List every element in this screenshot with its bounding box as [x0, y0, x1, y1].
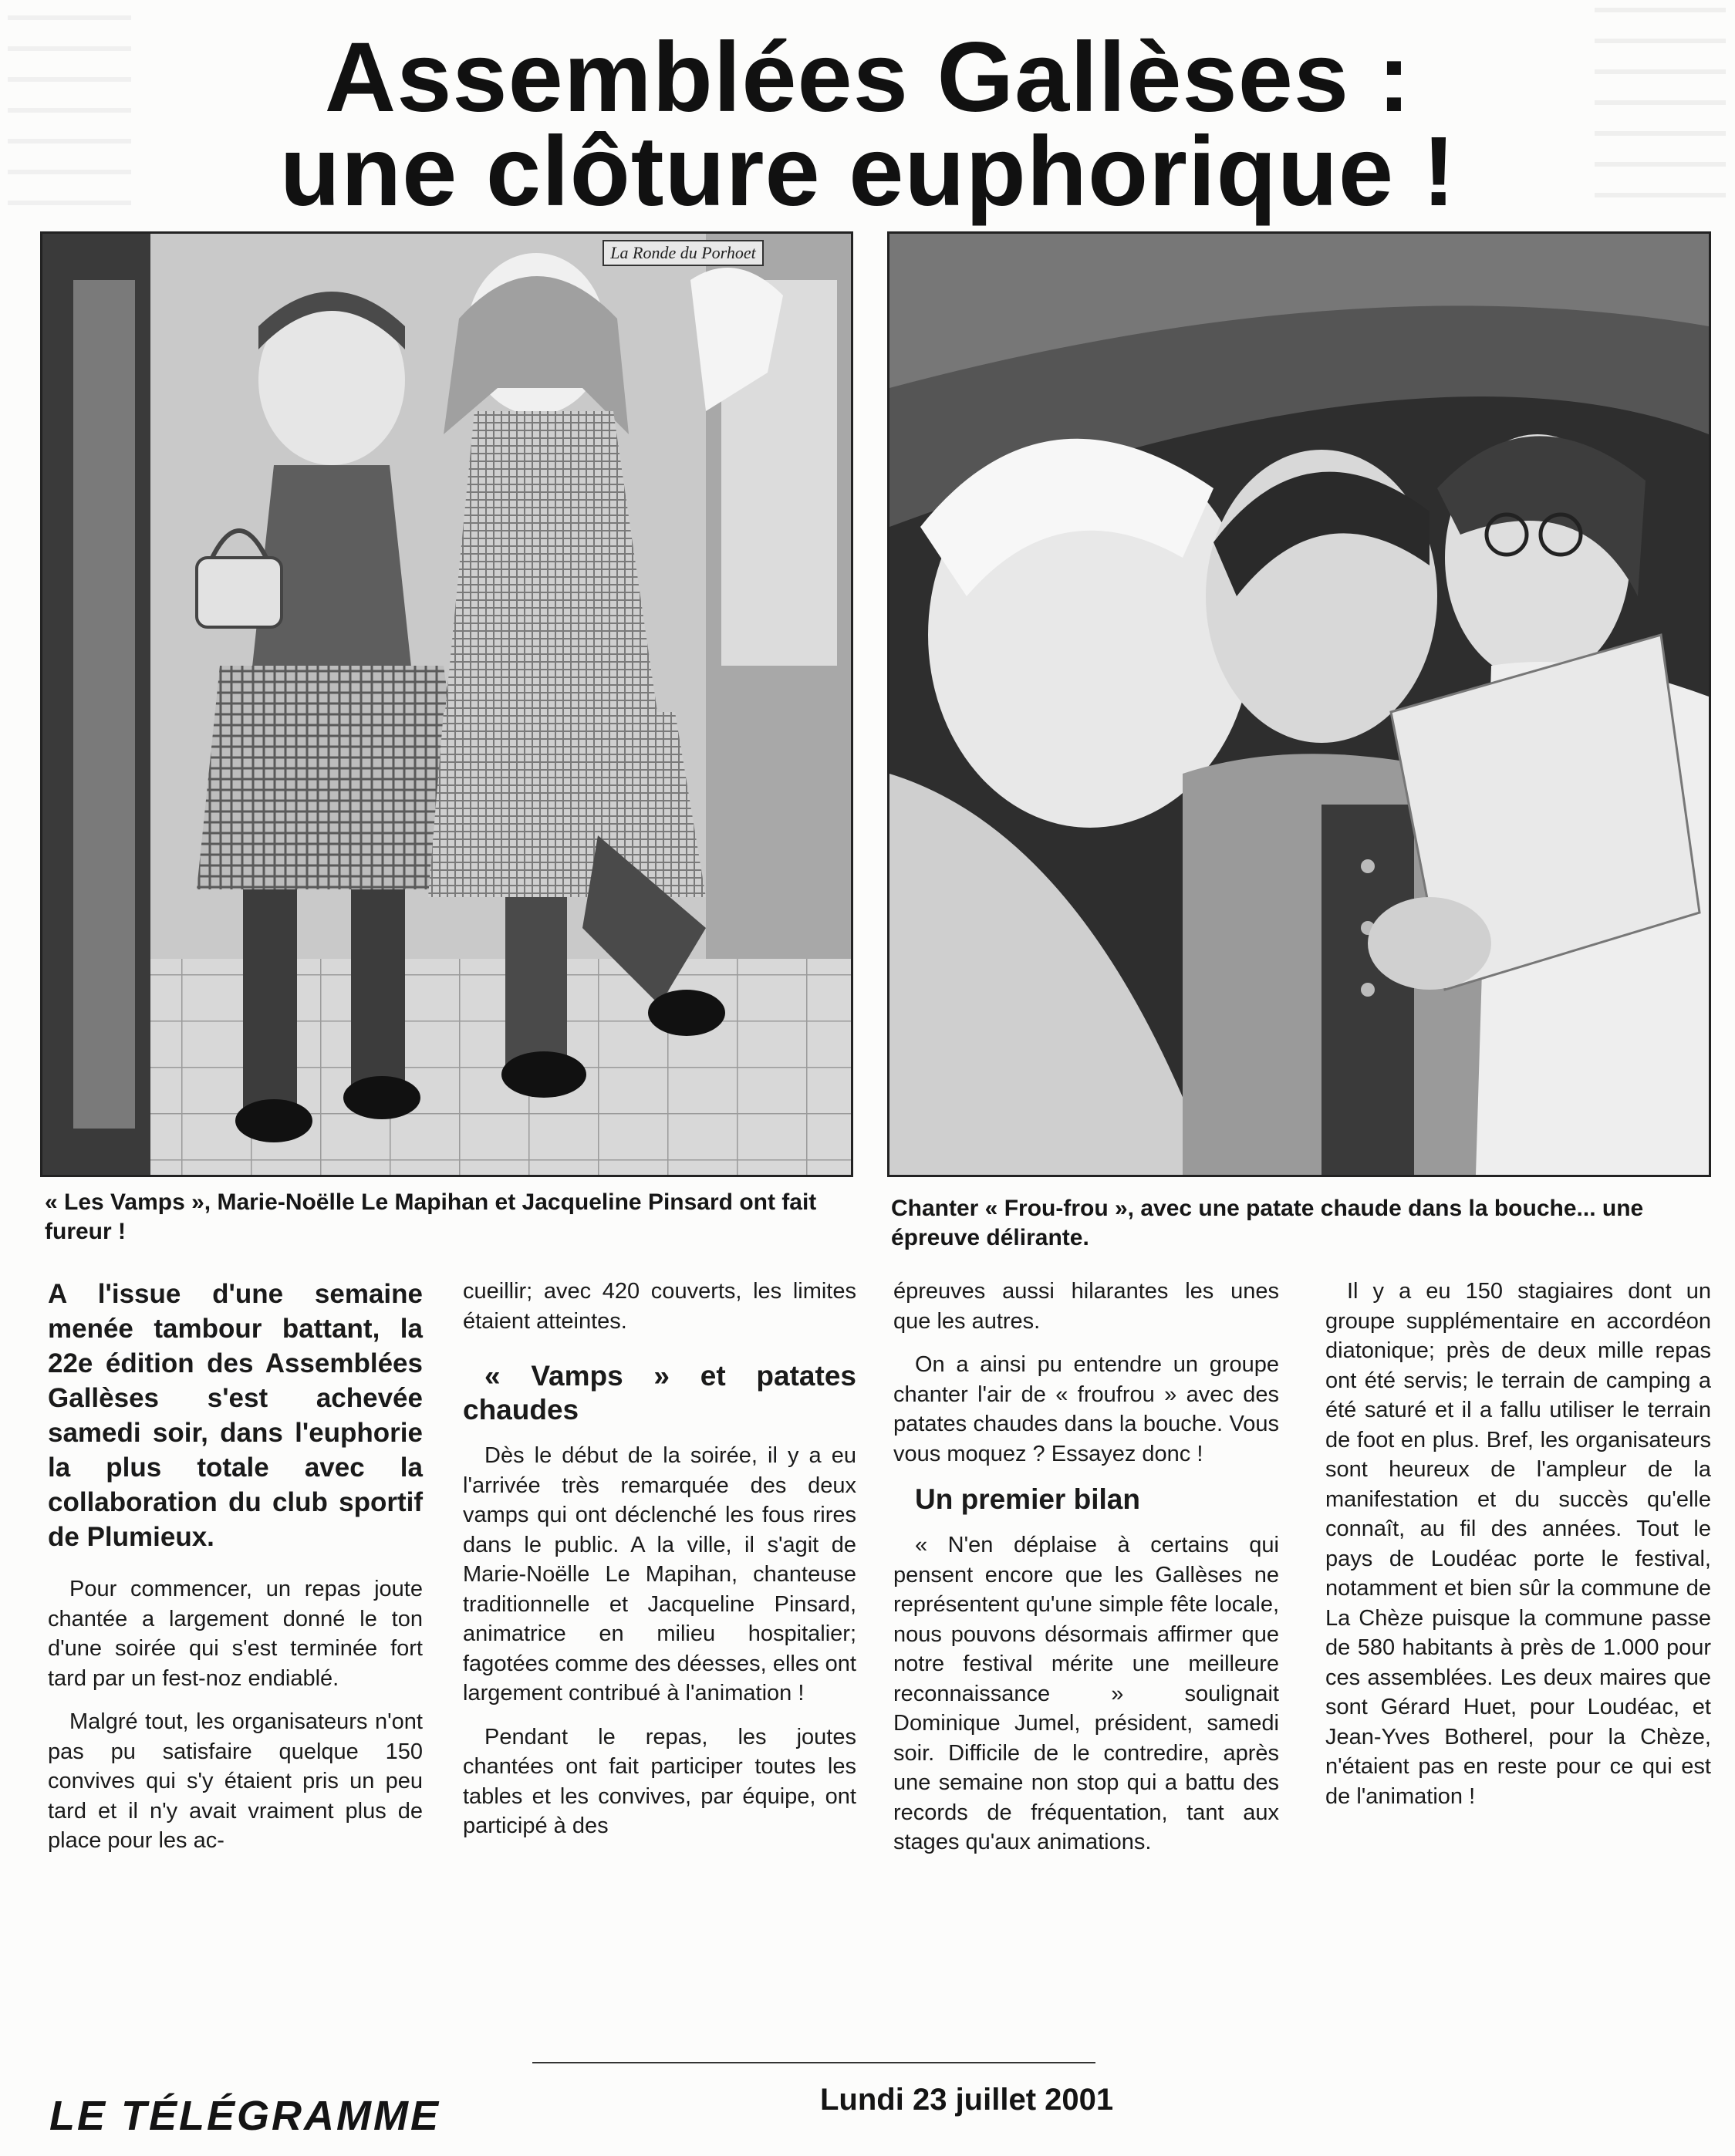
col3-paragraph-1: On a ainsi pu entendre un groupe chanter l'air de « froufrou » avec des patates chaudes dans la bouche. Vous vous moquez ? Essayez donc !	[893, 1352, 1279, 1466]
article-column-4	[1325, 1277, 1711, 1825]
article-lead: A l'issue d'une semaine menée tambour battant, la 22e édition des Assemblées Gallèses s'est achevée samedi soir, dans l'euphorie la plus totale avec la collaboration du club sportif de Plumieux.	[48, 1279, 423, 1552]
photo-vamps	[40, 231, 853, 1177]
col3-paragraph-2: « N'en déplaise à certains qui pensent encore que les Gallèses ne représentent qu'une simple fête locale, nous pouvons désormais affirmer que notre festival mérite une meilleure reconnaissance » soulignait Dominique Jumel, président, samedi soir. Difficile de le contredire, après une semaine non stop qui a battu des records de fréquentation, tant aux stages qu'aux animations.	[893, 1533, 1279, 1854]
article-column-2	[463, 1277, 856, 1855]
article-column-3	[893, 1277, 1279, 1871]
caption-right: Chanter « Frou-frou », avec une patate chaude dans la bouche... une épreuve délirante.	[891, 1196, 1644, 1250]
col2-paragraph-2: Pendant le repas, les joutes chantées ont fait participer toutes les tables et les convives, par équipe, ont participé à des	[463, 1724, 856, 1838]
col1-paragraph-2: Malgré tout, les organisateurs n'ont pas pu satisfaire quelque 150 convives qui s'y étaient pris un peu tard et il n'y avait vraiment plus de place pour les ac-	[48, 1709, 423, 1853]
photo-sign: La Ronde du Porhoet	[603, 240, 764, 266]
subhead-vamps: « Vamps » et patates chaudes	[463, 1360, 856, 1426]
col4-paragraph-1: Il y a eu 150 stagiaires dont un groupe supplémentaire en accordéon diatonique; près de deux mille repas ont été servis; le terrain de camping a été saturé et il a fallu utiliser le terrain de foot en plus. Bref, les organisateurs sont heureux de l'ampleur de la manifestation et du succès qu'elle connaît, au fil des années. Tout le pays de Loudéac porte le festival, notamment et bien sûr la commune de La Chèze puisque la commune passe de 580 habitants à près de 1.000 pour ces assemblées. Les deux maires que sont Gérard Huet, pour Loudéac, et Jean-Yves Botherel, pour la Chèze, n'étaient pas en reste pour ce qui est de l'animation !	[1325, 1279, 1711, 1809]
caption-left: « Les Vamps », Marie-Noëlle Le Mapihan et Jacqueline Pinsard ont fait fureur !	[45, 1189, 817, 1244]
col2-paragraph-1: Dès le début de la soirée, il y a eu l'arrivée très remarquée des deux vamps qui ont déclenché les fous rires dans le public. A la ville, il s'agit de Marie-Noëlle Le Mapihan, chanteuse traditionnelle et Jacqueline Pinsard, animatrice en milieu hospitalier; fagotées comme des déesses, elles ont largement contribué à l'animation !	[463, 1443, 856, 1706]
photo-singers-image	[889, 234, 1709, 1175]
photo-singers	[887, 231, 1711, 1177]
headline-line-2: une clôture euphorique !	[279, 116, 1457, 227]
col2-continuation: cueillir; avec 420 couverts, les limites étaient atteintes.	[463, 1279, 856, 1334]
article-column-1	[48, 1277, 423, 1870]
col1-paragraph-1: Pour commencer, un repas joute chantée a largement donné le ton d'une soirée qui s'est terminée fort tard par un fest-noz endiablé.	[48, 1577, 423, 1691]
col3-continuation: épreuves aussi hilarantes les unes que les autres.	[893, 1279, 1279, 1334]
subhead-bilan: Un premier bilan	[915, 1483, 1140, 1515]
newspaper-name: LE TÉLÉGRAMME	[49, 2093, 441, 2139]
photo-vamps-image	[42, 234, 851, 1175]
publication-date: Lundi 23 juillet 2001	[820, 2083, 1114, 2117]
headline-line-1: Assemblées Gallèses :	[324, 22, 1412, 133]
footer-rule	[532, 2062, 1095, 2063]
